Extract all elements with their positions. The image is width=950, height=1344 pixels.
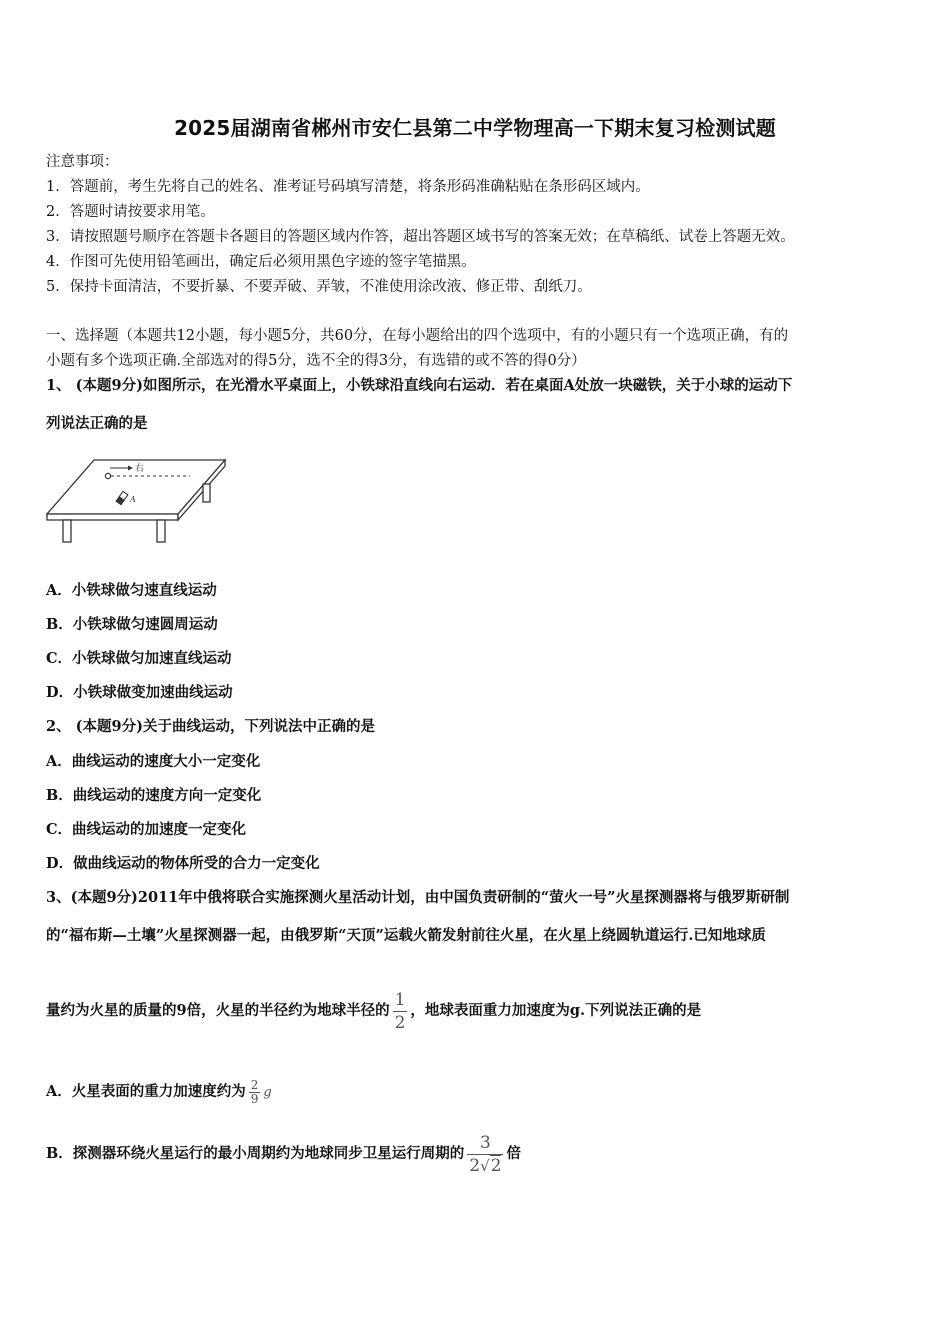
notice-item: 2．答题时请按要求用笔。 bbox=[46, 204, 215, 220]
gravity-symbol: g bbox=[263, 1085, 272, 1100]
section-heading-line2: 小题有多个选项正确.全部选对的得5分，选不全的得3分，有选错的或不答的得0分） bbox=[46, 353, 586, 369]
section-heading-line1: 一、选择题（本题共12小题，每小题5分，共60分，在每小题给出的四个选项中，有的小题只有一个选项正确，有的 bbox=[46, 328, 789, 344]
table-leg bbox=[63, 520, 71, 542]
q1-option-c: C．小铁球做匀加速直线运动 bbox=[46, 650, 232, 667]
fraction-numerator: 2 bbox=[250, 1077, 259, 1092]
fraction-numerator: 1 bbox=[394, 989, 406, 1010]
table-figure bbox=[44, 452, 234, 547]
q1-stem-line2: 列说法正确的是 bbox=[46, 415, 148, 432]
table-leg bbox=[203, 484, 210, 502]
q3-option-a bbox=[46, 1070, 272, 1115]
arrow-label: 右 bbox=[135, 464, 145, 474]
q2-option-c: C．曲线运动的加速度一定变化 bbox=[46, 821, 247, 838]
q2-option-d: D．做曲线运动的物体所受的合力一定变化 bbox=[46, 855, 320, 872]
fraction-denominator: 9 bbox=[250, 1091, 259, 1106]
sqrt-radicand: 2 bbox=[490, 1155, 502, 1176]
q1-option-b: B．小铁球做匀速圆周运动 bbox=[46, 616, 218, 633]
table-leg bbox=[157, 520, 165, 542]
q3-option-a-text: A．火星表面的重力加速度约为 bbox=[46, 1083, 246, 1100]
q1-option-a: A．小铁球做匀速直线运动 bbox=[46, 582, 217, 599]
q3-option-b bbox=[46, 1130, 521, 1178]
notice-item: 4．作图可先使用铅笔画出，确定后必须用黑色字迹的签字笔描黑。 bbox=[46, 254, 476, 270]
denominator-coefficient: 2 bbox=[469, 1155, 481, 1176]
notice-item: 5．保持卡面清洁，不要折暴、不要弄破、弄皱，不准使用涂改液、修正带、刮纸刀。 bbox=[46, 279, 592, 295]
fraction-denominator: 2 bbox=[394, 1012, 406, 1033]
q2-option-b: B．曲线运动的速度方向一定变化 bbox=[46, 787, 262, 804]
point-a-label: A bbox=[130, 495, 136, 504]
q1-stem-line1: 1、 (本题9分)如图所示，在光滑水平桌面上，小铁球沿直线向右运动．若在桌面A处放一块磁铁，关于小球的运动下 bbox=[46, 377, 793, 394]
fraction-numerator: 3 bbox=[479, 1132, 491, 1153]
q3-stem-line3 bbox=[46, 988, 701, 1034]
iron-ball bbox=[105, 473, 110, 478]
q3-option-b-suffix: 倍 bbox=[506, 1145, 521, 1162]
q2-option-a: A．曲线运动的速度大小一定变化 bbox=[46, 753, 261, 770]
q3-stem-line1: 3、(本题9分)2011年中俄将联合实施探测火星活动计划，由中国负责研制的“萤火一号”火星探测器将与俄罗斯研制 bbox=[46, 889, 790, 906]
q1-option-d: D．小铁球做变加速曲线运动 bbox=[46, 684, 233, 701]
fraction-three-over-two-root-two bbox=[467, 1132, 503, 1177]
page-title: 2025届湖南省郴州市安仁县第二中学物理高一下期末复习检测试题 bbox=[174, 116, 776, 140]
notice-item: 1．答题前，考生先将自己的姓名、准考证号码填写清楚，将条形码准确粘贴在条形码区域内。 bbox=[46, 179, 650, 195]
q2-stem: 2、 (本题9分)关于曲线运动，下列说法中正确的是 bbox=[46, 718, 375, 735]
table-front-edge bbox=[47, 514, 178, 520]
q3-stem-text: ，地球表面重力加速度为g.下列说法正确的是 bbox=[410, 1002, 702, 1019]
fraction-denominator bbox=[467, 1154, 503, 1177]
notice-heading: 注意事项： bbox=[46, 154, 119, 170]
notice-item: 3．请按照题号顺序在答题卡各题目的答题区域内作答，超出答题区域书写的答案无效；在草稿纸、试卷上答题无效。 bbox=[46, 229, 795, 245]
q3-option-b-text: B．探测器环绕火星运行的最小周期约为地球同步卫星运行周期的 bbox=[46, 1145, 465, 1162]
sqrt-sign: √ bbox=[480, 1156, 490, 1175]
q3-stem-text: 量约为火星的质量的9倍，火星的半径约为地球半径的 bbox=[46, 1002, 390, 1019]
fraction-one-half bbox=[393, 989, 408, 1034]
q3-stem-line2: 的“福布斯—土壤”火星探测器一起，由俄罗斯“天顶”运载火箭发射前往火星，在火星上绕圆轨道运行.已知地球质 bbox=[46, 927, 766, 944]
fraction-two-ninths bbox=[249, 1079, 261, 1106]
